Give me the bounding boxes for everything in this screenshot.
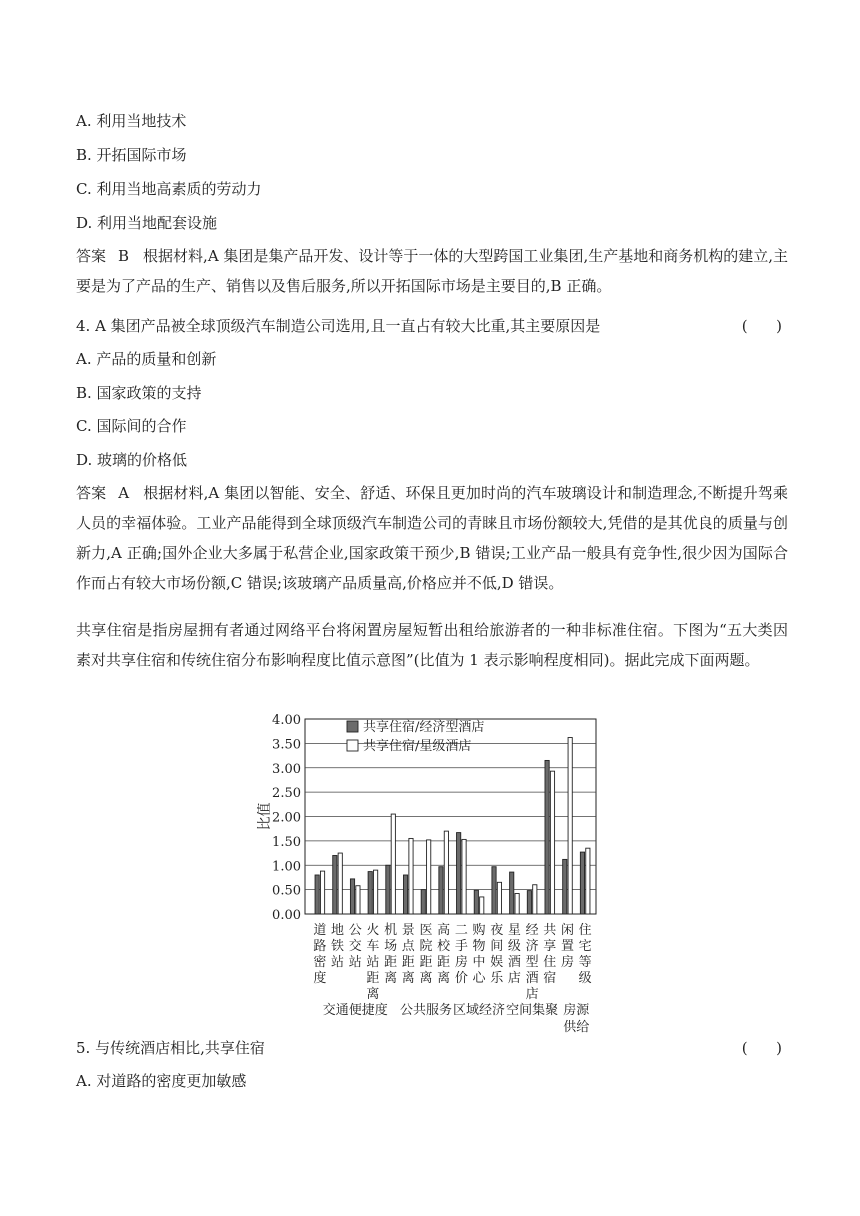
answer-label: 答案	[76, 247, 107, 265]
bar-economy-hotel	[510, 872, 514, 914]
y-axis-label: 比值	[257, 802, 273, 831]
bar-star-hotel	[568, 738, 572, 914]
x-category-label: 级	[507, 939, 521, 954]
bar-star-hotel	[409, 838, 413, 914]
legend-label: 共享住宿/星级酒店	[363, 739, 472, 754]
x-category-label: 济	[525, 939, 539, 954]
x-group-label: 区域经济	[453, 1003, 506, 1018]
x-category-label: 夜	[490, 923, 504, 938]
x-category-label: 中	[472, 955, 486, 970]
x-category-label: 公	[348, 923, 362, 938]
bar-star-hotel	[356, 886, 360, 914]
x-category-label: 场	[384, 939, 398, 954]
bar-star-hotel	[320, 871, 324, 914]
bar-economy-hotel	[368, 872, 372, 914]
x-category-label: 物	[472, 939, 486, 954]
x-category-label: 享	[543, 939, 557, 954]
bar-chart	[250, 705, 610, 1035]
x-category-label: 酒	[525, 971, 539, 986]
legend-label: 共享住宿/经济型酒店	[363, 720, 485, 735]
x-category-label: 宿	[543, 971, 557, 986]
x-category-label: 离	[366, 987, 380, 1002]
bar-star-hotel	[550, 771, 554, 914]
bar-star-hotel	[586, 848, 590, 914]
y-tick-label: 0.50	[272, 883, 301, 899]
x-category-label: 宅	[578, 939, 592, 954]
x-category-label: 铁	[331, 939, 345, 954]
x-category-label: 乐	[490, 971, 504, 986]
bar-economy-hotel	[474, 890, 478, 914]
y-tick-label: 1.50	[272, 834, 301, 850]
x-category-label: 共	[543, 923, 557, 938]
bar-economy-hotel	[421, 890, 425, 914]
x-category-label: 星	[507, 923, 521, 938]
q4-answer-blank: ( )	[741, 317, 782, 335]
x-category-label: 密	[313, 955, 327, 970]
bar-economy-hotel	[527, 891, 531, 914]
q4-option-b: B. 国家政策的支持	[76, 384, 202, 402]
x-category-label: 距	[384, 955, 398, 970]
x-category-label: 二	[454, 923, 468, 938]
x-category-label: 住	[543, 955, 557, 970]
x-category-label: 店	[525, 987, 539, 1002]
bar-star-hotel	[533, 885, 537, 914]
x-category-label: 购	[472, 923, 486, 938]
bar-star-hotel	[374, 870, 378, 914]
y-tick-label: 2.00	[272, 810, 301, 826]
x-category-label: 机	[384, 923, 398, 938]
x-category-label: 房	[454, 955, 468, 970]
x-category-label: 酒	[507, 955, 521, 970]
x-category-label: 娱	[490, 955, 504, 970]
bar-economy-hotel	[563, 859, 567, 914]
x-category-label: 等	[578, 955, 592, 970]
material-intro: 共享住宿是指房屋拥有者通过网络平台将闲置房屋短暂出租给旅游者的一种非标准住宿。下图为“五大类因素对共享住宿和传统住宿分布影响程度比值示意图”(比值为 1 表示影响程度相同)。据此完成下面两题。	[76, 621, 788, 669]
x-group-label: 交通便捷度	[322, 1003, 388, 1018]
bar-star-hotel	[480, 897, 484, 914]
q3-option-d: D. 利用当地配套设施	[76, 214, 218, 232]
x-category-label: 离	[401, 971, 415, 986]
x-category-label: 距	[437, 955, 451, 970]
x-category-label: 闲	[560, 923, 574, 938]
bar-economy-hotel	[333, 856, 337, 915]
answer-explanation: 根据材料,A 集团以智能、安全、舒适、环保且更加时尚的汽车玻璃设计和制造理念,不断提升驾乘人员的幸福体验。工业产品能得到全球顶级汽车制造公司的青睐且市场份额较大,凭借的是其优良的质量与创新力,A 正确;国外企业大多属于私营企业,国家政策干预少,B 错误;工业产品一般具有竞争性,很少因为国际合作而占有较大市场份额,C 错误;该玻璃产品质量高,价格应并不低,D 错误。	[76, 484, 788, 592]
y-tick-label: 1.00	[272, 859, 301, 875]
bar-economy-hotel	[545, 760, 549, 914]
x-category-label: 距	[366, 971, 380, 986]
bar-economy-hotel	[457, 833, 461, 914]
x-group-label: 空间集聚	[506, 1003, 559, 1018]
q3-option-c: C. 利用当地高素质的劳动力	[76, 180, 262, 198]
x-category-label: 站	[366, 955, 380, 970]
q3-answer	[76, 241, 788, 301]
bar-economy-hotel	[386, 865, 390, 914]
x-category-label: 手	[454, 939, 468, 954]
x-category-label: 景	[401, 923, 415, 938]
bar-economy-hotel	[315, 875, 319, 914]
q5-answer-blank: ( )	[741, 1039, 782, 1057]
x-category-label: 距	[419, 955, 433, 970]
x-category-label: 心	[472, 971, 486, 986]
q3-option-a: A. 利用当地技术	[76, 112, 187, 130]
answer-letter: B	[118, 247, 130, 265]
x-category-label: 交	[348, 939, 362, 954]
x-category-label: 医	[419, 923, 433, 938]
bar-star-hotel	[391, 814, 395, 914]
x-category-label: 距	[401, 955, 415, 970]
q3-option-b: B. 开拓国际市场	[76, 146, 187, 164]
x-category-label: 经	[525, 923, 539, 938]
q5-stem: 5. 与传统酒店相比,共享住宿	[76, 1039, 265, 1057]
bar-star-hotel	[462, 839, 466, 914]
x-category-label: 店	[507, 971, 521, 986]
answer-letter: A	[118, 484, 130, 502]
x-category-label: 站	[348, 955, 362, 970]
x-category-label: 地	[331, 923, 345, 938]
x-category-label: 间	[490, 939, 504, 954]
q4-option-a: A. 产品的质量和创新	[76, 350, 217, 368]
bar-economy-hotel	[492, 867, 496, 914]
x-group-label: 供给	[563, 1020, 590, 1035]
x-category-label: 站	[331, 955, 345, 970]
y-tick-label: 4.00	[272, 713, 301, 728]
q4-option-d: D. 玻璃的价格低	[76, 451, 188, 469]
x-category-label: 院	[419, 939, 433, 954]
bar-star-hotel	[338, 853, 342, 914]
q4-answer	[76, 478, 788, 598]
x-category-label: 置	[560, 939, 574, 954]
x-category-label: 高	[437, 923, 451, 938]
x-category-label: 路	[313, 939, 327, 954]
x-category-label: 道	[313, 923, 327, 938]
y-tick-label: 3.00	[272, 761, 301, 777]
bar-star-hotel	[427, 840, 431, 914]
x-group-label: 公共服务	[399, 1003, 452, 1018]
x-category-label: 离	[437, 971, 451, 986]
x-category-label: 度	[313, 971, 327, 986]
q4-option-c: C. 国际间的合作	[76, 417, 187, 435]
x-category-label: 房	[560, 955, 574, 970]
bar-economy-hotel	[580, 852, 584, 914]
bar-economy-hotel	[439, 867, 443, 914]
x-category-label: 级	[578, 971, 592, 986]
x-category-label: 离	[384, 971, 398, 986]
x-category-label: 离	[419, 971, 433, 986]
x-group-label: 房源	[563, 1003, 590, 1018]
x-category-label: 点	[401, 939, 415, 954]
bar-economy-hotel	[403, 875, 407, 914]
x-category-label: 校	[437, 939, 451, 954]
bar-star-hotel	[497, 882, 501, 914]
bar-star-hotel	[444, 831, 448, 914]
x-category-label: 住	[578, 923, 592, 938]
x-category-label: 车	[366, 939, 380, 954]
q5-option-a: A. 对道路的密度更加敏感	[76, 1072, 247, 1090]
answer-explanation: 根据材料,A 集团是集产品开发、设计等于一体的大型跨国工业集团,生产基地和商务机构的建立,主要是为了产品的生产、销售以及售后服务,所以开拓国际市场是主要目的,B 正确。	[76, 247, 788, 295]
x-category-label: 型	[525, 955, 539, 970]
y-tick-label: 2.50	[272, 786, 301, 802]
x-category-label: 价	[454, 971, 468, 986]
y-tick-label: 0.00	[272, 908, 301, 923]
y-tick-label: 3.50	[272, 737, 301, 753]
q4-stem: 4. A 集团产品被全球顶级汽车制造公司选用,且一直占有较大比重,其主要原因是	[76, 317, 601, 335]
legend-swatch	[347, 740, 358, 751]
legend-swatch	[347, 721, 358, 732]
bar-star-hotel	[515, 894, 519, 914]
x-category-label: 火	[366, 923, 380, 938]
answer-label: 答案	[76, 484, 107, 502]
bar-economy-hotel	[350, 879, 354, 914]
